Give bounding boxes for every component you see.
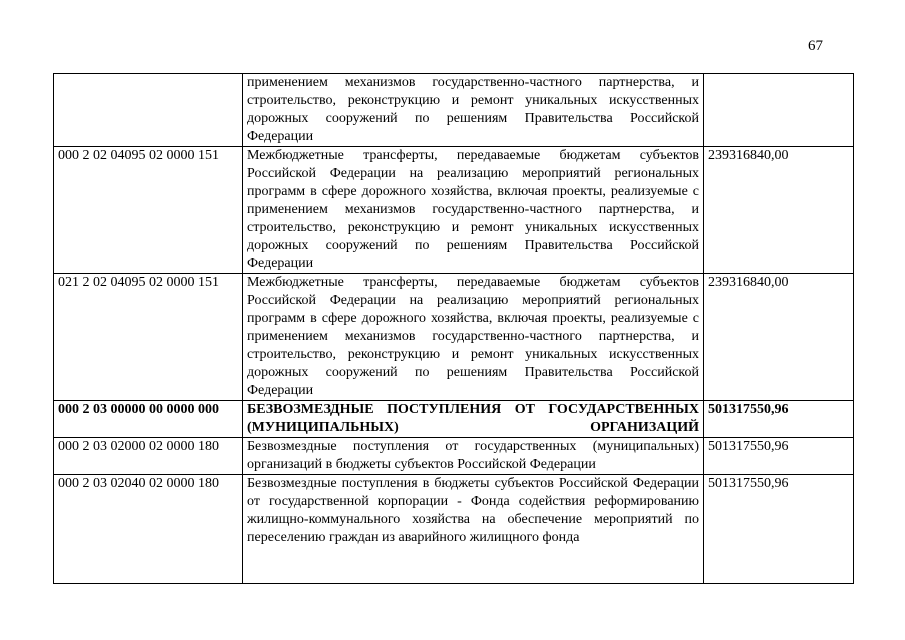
amount-cell: 501317550,96 [704, 401, 854, 438]
revenue-name-cell [243, 147, 704, 274]
revenue-name-text: Безвозмездные поступления в бюджеты субъектов Российской Федерации от государственной корпорации - Фонда содействия реформированию жилищно-коммунального хозяйства на обеспечение мероприятий по переселению граждан из аварийного жилищного фонда [247, 476, 699, 545]
table-row [54, 274, 854, 401]
revenue-name-cell [243, 475, 704, 584]
budget-revenue-table [53, 73, 854, 584]
budget-code-cell: 021 2 02 04095 02 0000 151 [54, 274, 243, 401]
table-row [54, 438, 854, 475]
amount-cell: 501317550,96 [704, 475, 854, 584]
budget-code-cell: 000 2 03 02000 02 0000 180 [54, 438, 243, 475]
revenue-name-cell [243, 274, 704, 401]
revenue-name-cell [243, 438, 704, 475]
table-row [54, 475, 854, 584]
amount-cell [704, 74, 854, 147]
revenue-name-cell [243, 74, 704, 147]
amount-cell: 239316840,00 [704, 147, 854, 274]
revenue-name-text: Межбюджетные трансферты, передаваемые бюджетам субъектов Российской Федерации на реализацию мероприятий региональных программ в сфере дорожного хозяйства, включая проекты, реализуемые с применением механизмов государственно-частного партнерства, и строительство, реконструкцию и ремонт уникальных искусственных дорожных сооружений по решениям Правительства Российской Федерации [247, 275, 699, 398]
table-row [54, 147, 854, 274]
table-row [54, 74, 854, 147]
budget-code-cell: 000 2 02 04095 02 0000 151 [54, 147, 243, 274]
revenue-name-text: БЕЗВОЗМЕЗДНЫЕ ПОСТУПЛЕНИЯ ОТ ГОСУДАРСТВЕННЫХ (МУНИЦИПАЛЬНЫХ) ОРГАНИЗАЦИЙ [247, 402, 699, 435]
budget-code-cell [54, 74, 243, 147]
revenue-name-text: применением механизмов государственно-частного партнерства, и строительство, реконструкцию и ремонт уникальных искусственных дорожных сооружений по решениям Правительства Российской Федерации [247, 75, 699, 144]
page-number: 67 [808, 38, 823, 54]
revenue-name-text: Межбюджетные трансферты, передаваемые бюджетам субъектов Российской Федерации на реализацию мероприятий региональных программ в сфере дорожного хозяйства, включая проекты, реализуемые с применением механизмов государственно-частного партнерства, и строительство, реконструкцию и ремонт уникальных искусственных дорожных сооружений по решениям Правительства Российской Федерации [247, 148, 699, 271]
revenue-name-text: Безвозмездные поступления от государственных (муниципальных) организаций в бюджеты субъектов Российской Федерации [247, 439, 699, 472]
amount-cell: 239316840,00 [704, 274, 854, 401]
budget-code-cell: 000 2 03 02040 02 0000 180 [54, 475, 243, 584]
revenue-name-cell [243, 401, 704, 438]
budget-code-cell: 000 2 03 00000 00 0000 000 [54, 401, 243, 438]
amount-cell: 501317550,96 [704, 438, 854, 475]
table-row [54, 401, 854, 438]
